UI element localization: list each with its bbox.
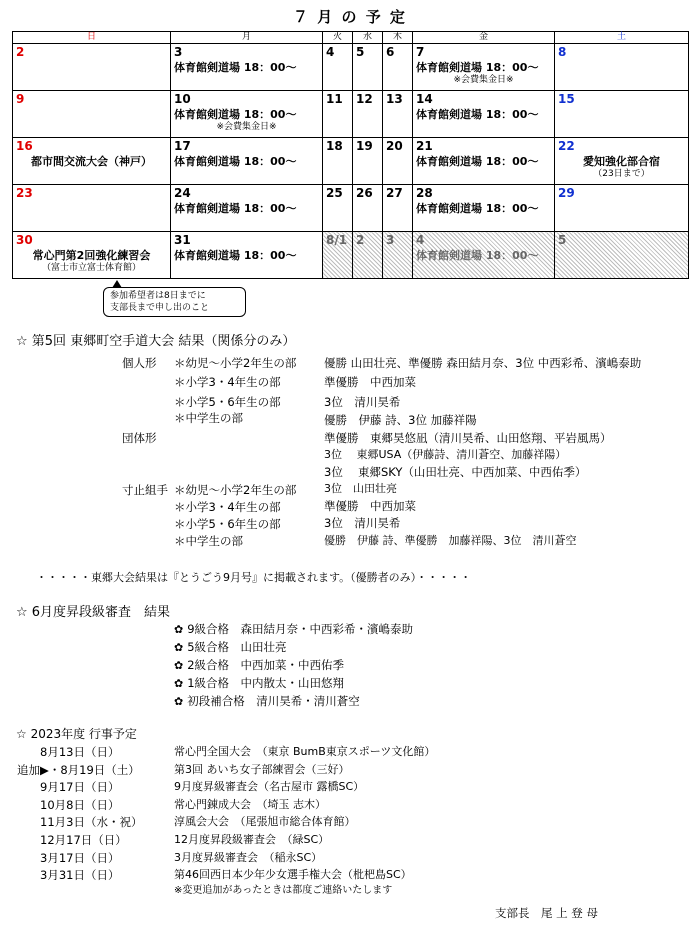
- division-label: ＊小学3・4年生の部: [174, 500, 281, 514]
- result-text: 3位 東郷SKY（山田壮亮、中西加菜、中西佑季）: [324, 465, 587, 479]
- day-number: 8: [558, 45, 567, 59]
- day-number: 18: [326, 139, 343, 153]
- schedule-event: 第3回 あいち女子部練習会（三好）: [174, 762, 350, 776]
- calendar-week-row: [13, 138, 689, 185]
- result-text: 準優勝 中西加菜: [324, 499, 416, 513]
- note-bubble: [103, 287, 246, 317]
- schedule-event: 常心門錬成大会 （埼玉 志木）: [174, 797, 326, 811]
- calendar-day-cell: [323, 44, 353, 91]
- grading-row: [174, 694, 360, 709]
- day-number: 28: [416, 186, 433, 200]
- day-event: 体育館剣道場 18：00～: [174, 202, 297, 215]
- weekday-header-row: [13, 32, 689, 44]
- day-number: 31: [174, 233, 191, 247]
- day-number: 22: [558, 139, 575, 153]
- day-number: 16: [16, 139, 33, 153]
- schedule-event: 第46回西日本少年少女選手権大会（枇杷島SC）: [174, 868, 412, 882]
- weekday-header: 月: [171, 32, 323, 44]
- calendar-day-cell: [13, 232, 171, 279]
- day-number: 20: [386, 139, 403, 153]
- result-text: 3位 清川昊希: [324, 395, 401, 409]
- day-number: 6: [386, 45, 395, 59]
- division-label: ＊中学生の部: [174, 411, 243, 425]
- calendar-day-cell: [555, 138, 689, 185]
- signature: 支部長 尾 上 登 母: [495, 906, 598, 920]
- calendar-day-cell: [13, 91, 171, 138]
- grading-row: [174, 622, 413, 637]
- day-event: 体育館剣道場 18：00～: [416, 202, 539, 215]
- calendar-table: [12, 31, 689, 279]
- calendar-day-cell: [353, 138, 383, 185]
- calendar-day-cell: [383, 138, 413, 185]
- day-event: 体育館剣道場 18：00～: [416, 61, 539, 74]
- category-label: 寸止組手: [122, 483, 168, 497]
- division-label: ＊小学3・4年生の部: [174, 375, 281, 389]
- grading-text: 1級合格 中内散太・山田悠翔: [187, 676, 345, 690]
- schedule-note: ※変更追加があったときは都度ご連絡いたします: [174, 885, 393, 896]
- calendar-day-cell: [13, 185, 171, 232]
- day-number: 5: [558, 233, 567, 247]
- day-number: 29: [558, 186, 575, 200]
- day-number: 3: [386, 233, 395, 247]
- day-event: 体育館剣道場 18：00～: [174, 249, 297, 262]
- result-text: 3位 東郷USA（伊藤詩、清川蒼空、加藤祥陽）: [324, 448, 567, 461]
- bubble-line: 支部長まで申し出のこと: [110, 303, 210, 313]
- division-label: ＊小学5・6年生の部: [174, 517, 281, 531]
- day-note: （富士市立富士体育館）: [41, 263, 141, 273]
- day-number: 8/1: [326, 233, 348, 247]
- calendar-day-cell: [323, 138, 353, 185]
- schedule-date: 追加▶・8月19日（土）: [17, 762, 140, 777]
- calendar-day-cell: [13, 44, 171, 91]
- schedule-event: 淳風会大会 （尾張旭市総合体育館）: [174, 815, 356, 829]
- calendar-day-cell: [353, 232, 383, 279]
- calendar-day-cell: [353, 44, 383, 91]
- day-note: ※会費集金日※: [453, 75, 514, 85]
- result-text: 3位 清川昊希: [324, 516, 401, 530]
- calendar-day-cell: [555, 185, 689, 232]
- day-number: 7: [416, 45, 425, 59]
- tournament-footnote: ・・・・・東郷大会結果は『とうごう9月号』に掲載されます。（優勝者のみ）・・・・・: [36, 571, 472, 584]
- day-number: 27: [386, 186, 403, 200]
- day-number: 9: [16, 92, 25, 106]
- grading-row: [174, 658, 344, 673]
- calendar-day-cell: [323, 185, 353, 232]
- day-number: 11: [326, 92, 343, 106]
- weekday-header: 土: [555, 32, 689, 44]
- result-text: 準優勝 中西加菜: [324, 375, 416, 389]
- calendar-day-cell: [413, 44, 555, 91]
- schedule-event: 9月度昇級審査会（名古屋市 露橋SC）: [174, 780, 365, 794]
- result-text: 優勝 伊藤 詩、準優勝 加藤祥陽、3位 清川蒼空: [324, 534, 577, 547]
- weekday-header: 木: [383, 32, 413, 44]
- weekday-header: 水: [353, 32, 383, 44]
- day-event: 体育館剣道場 18：00～: [416, 155, 539, 168]
- weekday-header: 火: [323, 32, 353, 44]
- calendar-week-row: [13, 44, 689, 91]
- schedule-event: 12月度昇段級審査会 （緑SC）: [174, 833, 330, 846]
- calendar-day-cell: [413, 91, 555, 138]
- calendar-day-cell: [171, 185, 323, 232]
- day-event: 常心門第2回強化練習会: [32, 249, 151, 262]
- bubble-line: 参加希望者は8日までに: [110, 291, 206, 301]
- division-label: ＊中学生の部: [174, 534, 243, 548]
- calendar-day-cell: [383, 44, 413, 91]
- grading-text: 5級合格 山田壮亮: [187, 640, 287, 654]
- grading-row: [174, 676, 344, 691]
- day-number: 4: [416, 233, 425, 247]
- day-event: 体育館剣道場 18：00～: [174, 155, 297, 168]
- flower-icon: ✿: [174, 695, 184, 708]
- calendar-day-cell: [413, 232, 555, 279]
- day-number: 15: [558, 92, 575, 106]
- schedule-date: 11月3日（水・祝）: [40, 815, 143, 830]
- grading-title: ☆ 6月度昇段級審査 結果: [16, 605, 171, 620]
- grading-text: 9級合格 森田結月奈・中西彩希・濱嶋泰助: [187, 622, 414, 636]
- weekday-header: 金: [413, 32, 555, 44]
- day-note: ※会費集金日※: [216, 122, 277, 132]
- schedule-title: ☆ 2023年度 行事予定: [16, 727, 137, 741]
- schedule-event: 3月度昇級審査会 （稲永SC）: [174, 850, 323, 864]
- result-text: 優勝 伊藤 詩、3位 加藤祥陽: [324, 413, 477, 427]
- day-number: 12: [356, 92, 373, 106]
- day-note: （23日まで）: [593, 169, 650, 179]
- calendar-day-cell: [413, 185, 555, 232]
- page-title: ７ 月 の 予 定: [293, 8, 407, 26]
- calendar-day-cell: [13, 138, 171, 185]
- result-text: 3位 山田壮亮: [324, 482, 397, 495]
- day-number: 13: [386, 92, 403, 106]
- flower-icon: ✿: [174, 641, 184, 654]
- category-label: 団体形: [122, 431, 157, 445]
- calendar-day-cell: [171, 138, 323, 185]
- flower-icon: ✿: [174, 623, 184, 636]
- calendar-day-cell: [555, 44, 689, 91]
- schedule-date: 10月8日（日）: [40, 797, 120, 812]
- schedule-date: 3月17日（日）: [40, 850, 120, 865]
- day-number: 23: [16, 186, 33, 200]
- calendar-day-cell: [323, 91, 353, 138]
- schedule-date: 9月17日（日）: [40, 780, 120, 795]
- result-text: 優勝 山田壮亮、準優勝 森田結月奈、3位 中西彩希、濱嶋泰助: [324, 356, 642, 370]
- day-event: 体育館剣道場 18：00～: [174, 61, 297, 74]
- schedule-event: 常心門全国大会 （東京 BumB東京スポーツ文化館）: [174, 745, 436, 758]
- calendar-week-row: [13, 185, 689, 232]
- calendar-day-cell: [171, 91, 323, 138]
- day-number: 25: [326, 186, 343, 200]
- day-event: 愛知強化部合宿: [583, 155, 660, 168]
- day-number: 30: [16, 233, 33, 247]
- grading-row: [174, 640, 287, 655]
- division-label: ＊幼児～小学2年生の部: [174, 356, 297, 370]
- division-label: ＊小学5・6年生の部: [174, 395, 281, 409]
- calendar-day-cell: [383, 185, 413, 232]
- day-number: 14: [416, 92, 433, 106]
- day-event: 体育館剣道場 18：00～: [174, 108, 297, 121]
- calendar-day-cell: [383, 232, 413, 279]
- calendar-day-cell: [171, 232, 323, 279]
- calendar-week-row: [13, 232, 689, 279]
- day-number: 24: [174, 186, 191, 200]
- day-number: 19: [356, 139, 373, 153]
- day-number: 26: [356, 186, 373, 200]
- flower-icon: ✿: [174, 659, 184, 672]
- schedule-date: 12月17日（日）: [40, 833, 127, 847]
- day-number: 3: [174, 45, 183, 59]
- calendar-day-cell: [323, 232, 353, 279]
- day-number: 4: [326, 45, 335, 59]
- day-event: 体育館剣道場 18：00～: [416, 249, 539, 262]
- day-number: 10: [174, 92, 191, 106]
- calendar-day-cell: [555, 91, 689, 138]
- calendar-day-cell: [353, 185, 383, 232]
- result-text: 準優勝 東郷昊悠凪（清川昊希、山田悠翔、平岩風馬）: [324, 431, 612, 445]
- day-event: 体育館剣道場 18：00～: [416, 108, 539, 121]
- day-number: 17: [174, 139, 191, 153]
- day-event: 都市間交流大会（神戸）: [31, 155, 152, 168]
- schedule-date: 8月13日（日）: [40, 745, 120, 759]
- calendar-day-cell: [353, 91, 383, 138]
- division-label: ＊幼児～小学2年生の部: [174, 483, 297, 497]
- calendar-day-cell: [413, 138, 555, 185]
- day-number: 5: [356, 45, 365, 59]
- calendar-day-cell: [555, 232, 689, 279]
- calendar-day-cell: [383, 91, 413, 138]
- day-number: 21: [416, 139, 433, 153]
- flower-icon: ✿: [174, 677, 184, 690]
- category-label: 個人形: [122, 356, 157, 370]
- grading-text: 初段補合格 清川昊希・清川蒼空: [187, 694, 360, 708]
- day-number: 2: [16, 45, 25, 59]
- day-number: 2: [356, 233, 365, 247]
- calendar-week-row: [13, 91, 689, 138]
- tournament-title: ☆ 第5回 東郷町空手道大会 結果（関係分のみ）: [16, 334, 296, 349]
- schedule-date: 3月31日（日）: [40, 868, 120, 883]
- grading-text: 2級合格 中西加菜・中西佑季: [187, 658, 345, 672]
- calendar-day-cell: [171, 44, 323, 91]
- weekday-header: 日: [13, 32, 171, 44]
